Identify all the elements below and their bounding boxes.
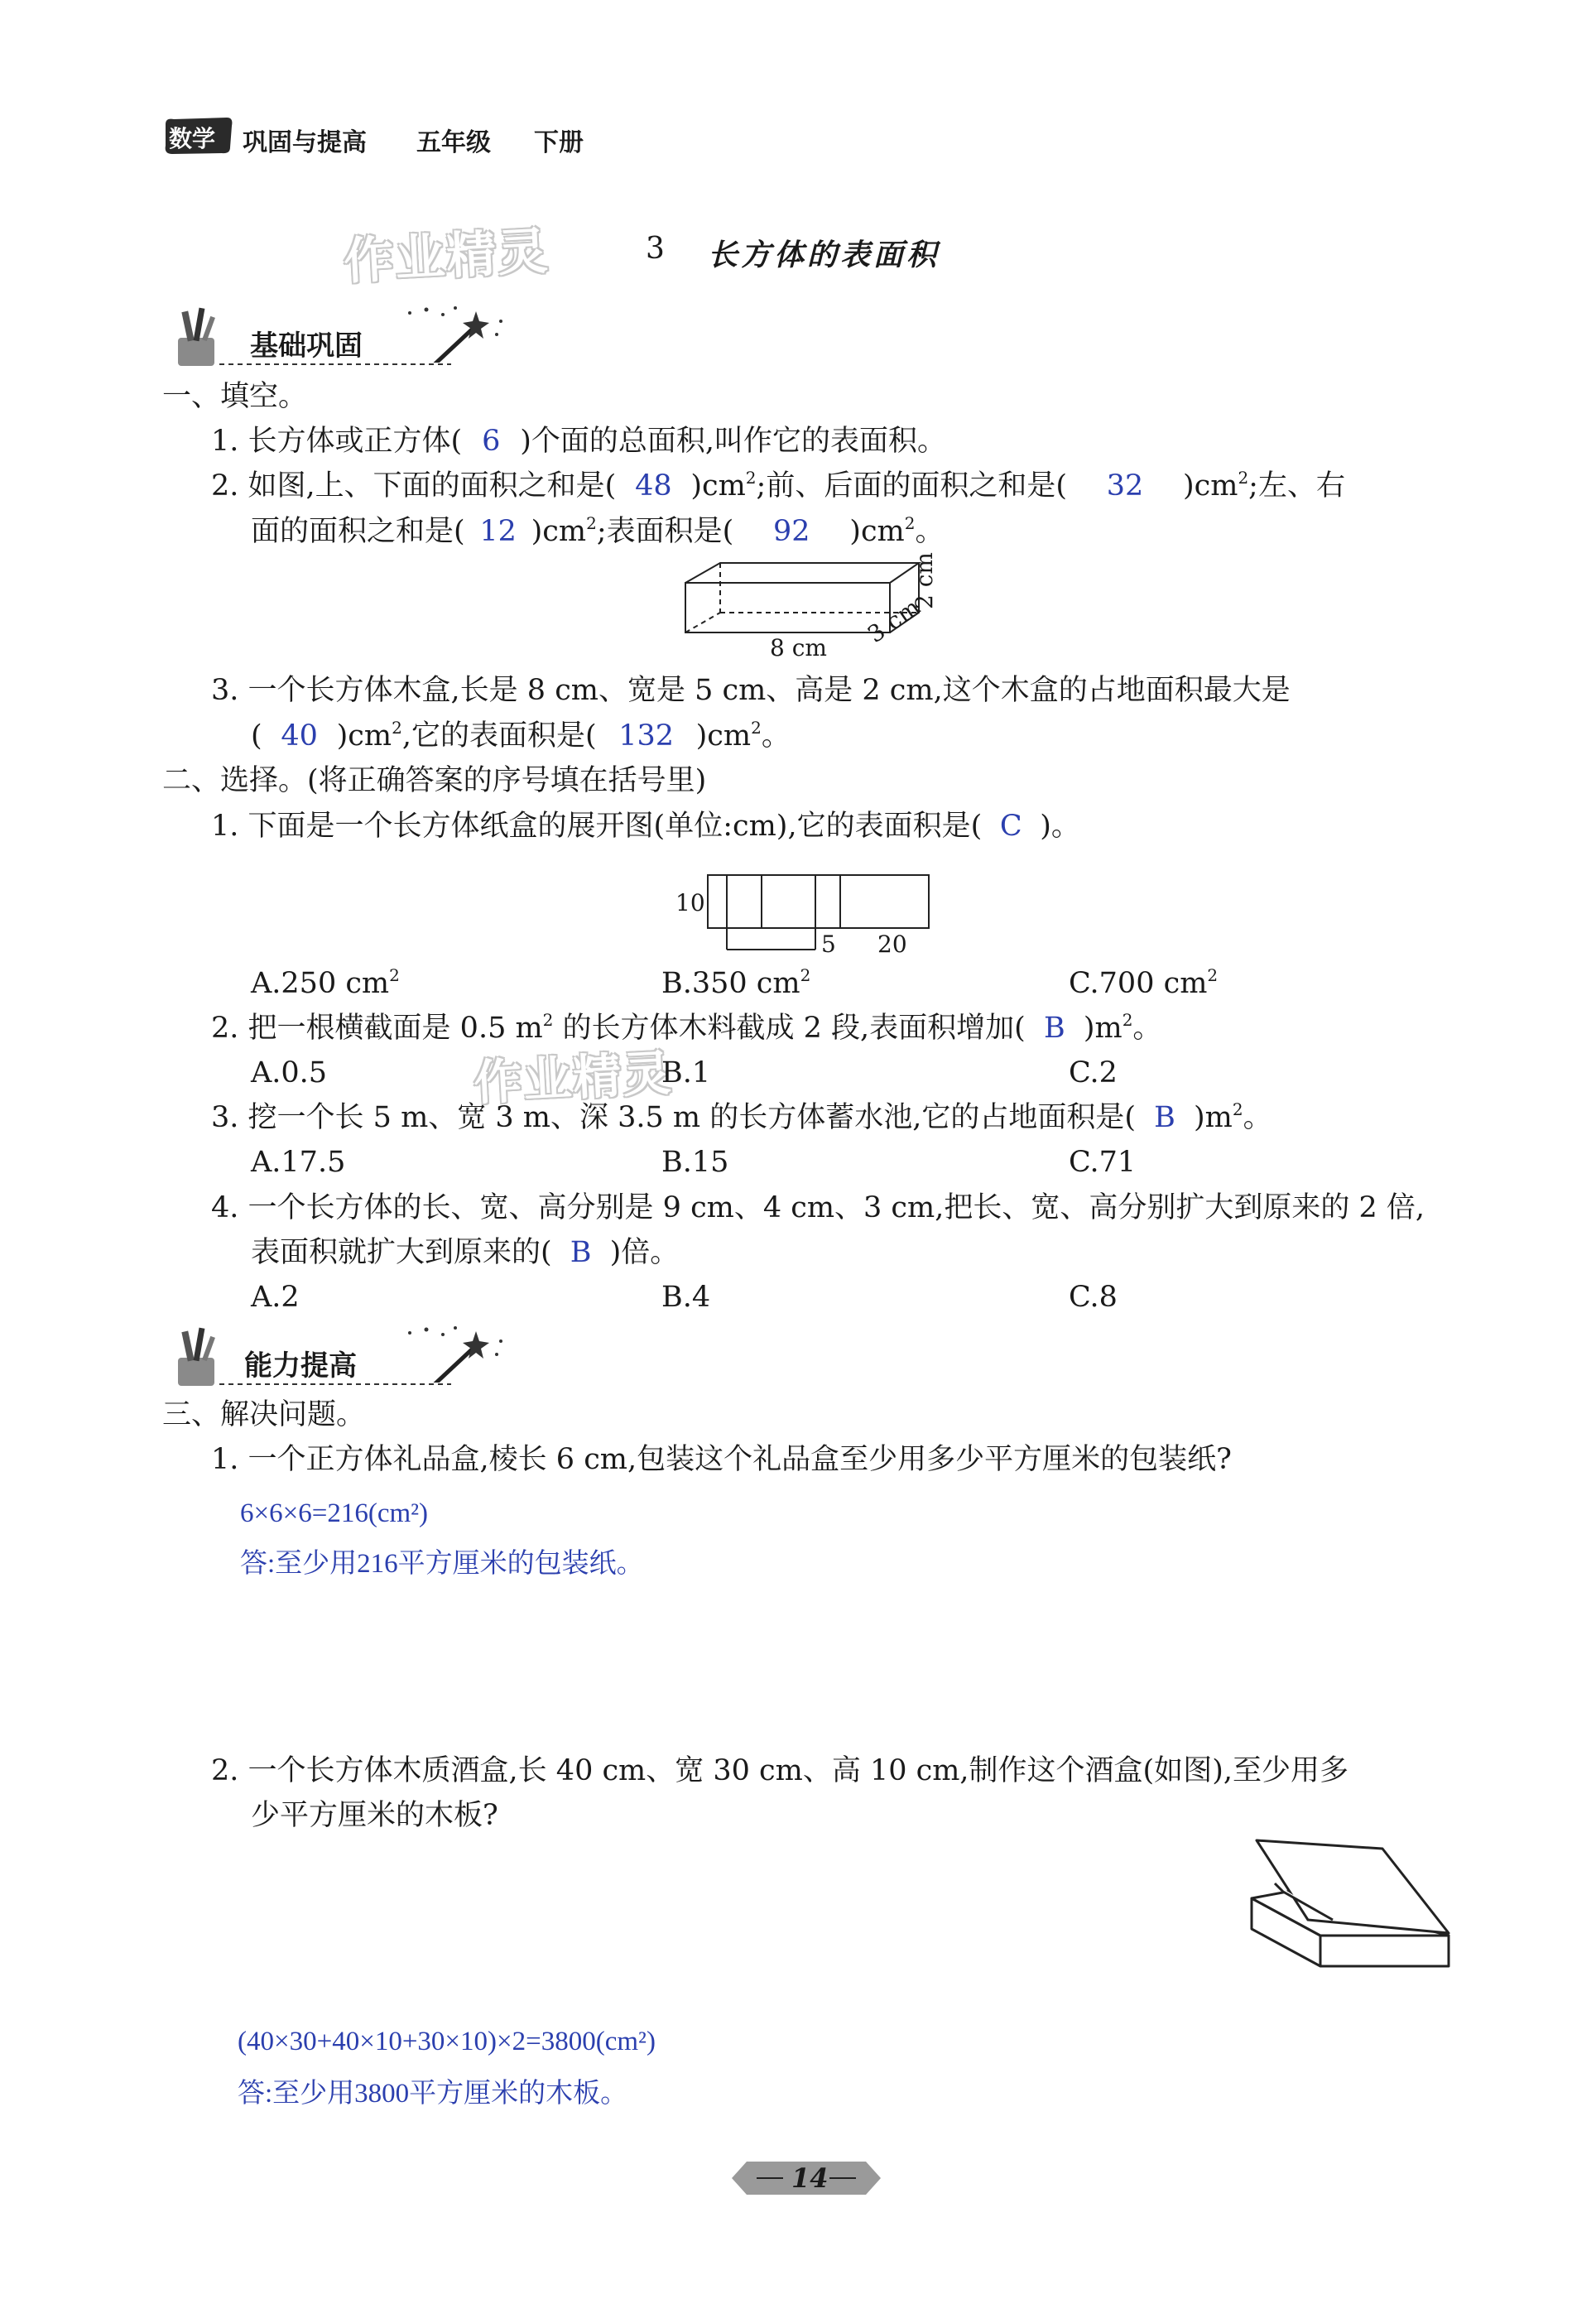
wine-box-figure bbox=[1242, 1834, 1457, 1999]
net-figure bbox=[671, 871, 944, 962]
section-label-basic: 基础巩固 bbox=[250, 329, 363, 363]
option-b: B.4 bbox=[661, 1281, 711, 1314]
part2-heading: 二、选择。(将正确答案的序号填在括号里) bbox=[162, 764, 707, 797]
option-b: B.350 $cm^2$ bbox=[661, 965, 811, 1000]
answer-3-2: 答:至少用3800平方厘米的木板。 bbox=[238, 2079, 628, 2109]
question-1-2: 2. 如图,上、下面的面积之和是( 48 )$cm^2$;前、后面的面积之和是( 32 )$cm^2$;左、右 bbox=[211, 467, 1345, 505]
question-2-4: 4. 一个长方体的长、宽、高分别是 9 cm、4 cm、3 cm,把长、宽、高分别扩大到原来的 2 倍, bbox=[211, 1191, 1425, 1224]
net-label-height: 10 bbox=[675, 889, 705, 916]
option-a: A.2 bbox=[251, 1281, 300, 1314]
section-banner-basic bbox=[170, 305, 517, 371]
watermark-top: 作业精灵 bbox=[342, 222, 550, 291]
option-a: A.250 $cm^2$ bbox=[251, 965, 400, 1000]
option-c: C.2 bbox=[1069, 1056, 1118, 1089]
question-1-1: 1. 长方体或正方体( 6 )个面的总面积,叫作它的表面积。 bbox=[211, 422, 946, 460]
answer-blank: 132 bbox=[618, 719, 675, 753]
option-a: A.17.5 bbox=[251, 1146, 346, 1179]
section-banner-advanced bbox=[170, 1325, 517, 1391]
net-label-length: 20 bbox=[877, 931, 907, 958]
page-number: 14 bbox=[791, 2162, 829, 2194]
watermark-mid: 作业精灵 bbox=[472, 1044, 674, 1112]
question-2-2: 2. 把一根横截面是 0.5 $m^2$ 的长方体木料截成 2 段,表面积增加( B )$m^2$。 bbox=[211, 1009, 1161, 1047]
answer-blank: 92 bbox=[773, 515, 810, 548]
answer-blank: 40 bbox=[281, 719, 318, 753]
net-label-width: 5 bbox=[821, 931, 836, 958]
part1-heading: 一、填空。 bbox=[162, 380, 308, 413]
work-3-1: 6×6×6=216(cm²) bbox=[240, 1498, 429, 1528]
question-1-2-cont: 面的面积之和是( 12 )$cm^2$;表面积是( 92 )$cm^2$。 bbox=[251, 512, 945, 551]
magic-wand-icon bbox=[393, 305, 509, 363]
work-3-2: (40×30+40×10+30×10)×2=3800(cm²) bbox=[238, 2027, 656, 2056]
question-1-3-cont: ( 40 )$cm^2$,它的表面积是( 132 )$cm^2$。 bbox=[251, 717, 791, 755]
answer-blank: C bbox=[999, 810, 1022, 843]
answer-blank: 48 bbox=[635, 469, 672, 503]
question-2-3: 3. 挖一个长 5 m、宽 3 m、深 3.5 m 的长方体蓄水池,它的占地面积是( B )$m^2$。 bbox=[211, 1099, 1272, 1137]
question-3-2-cont: 少平方厘米的木板? bbox=[251, 1799, 498, 1832]
question-2-4-cont: 表面积就扩大到原来的( B )倍。 bbox=[251, 1234, 679, 1272]
option-c: C.71 bbox=[1069, 1146, 1137, 1179]
option-a: A.0.5 bbox=[251, 1056, 328, 1089]
title-number: 3 bbox=[646, 232, 665, 266]
question-3-1: 1. 一个正方体礼品盒,棱长 6 cm,包装这个礼品盒至少用多少平方厘米的包装纸? bbox=[211, 1443, 1232, 1476]
option-c: C.700 $cm^2$ bbox=[1069, 965, 1219, 1000]
question-1-3: 3. 一个长方体木盒,长是 8 cm、宽是 5 cm、高是 2 cm,这个木盒的占地面积最大是 bbox=[211, 674, 1291, 707]
answer-blank: B bbox=[1043, 1012, 1065, 1045]
answer-3-1: 答:至少用216平方厘米的包装纸。 bbox=[240, 1549, 644, 1579]
question-2-1: 1. 下面是一个长方体纸盒的展开图(单位:cm),它的表面积是( C )。 bbox=[211, 807, 1080, 845]
cuboid-height: 2 cm bbox=[911, 552, 938, 609]
option-c: C.8 bbox=[1069, 1281, 1118, 1314]
cuboid-length: 8 cm bbox=[770, 634, 827, 661]
subject-badge-text: 数学 bbox=[169, 125, 216, 152]
option-b: B.15 bbox=[661, 1146, 729, 1179]
title-text: 长方体的表面积 bbox=[708, 238, 940, 272]
part3-heading: 三、解决问题。 bbox=[162, 1398, 366, 1431]
magic-wand-icon bbox=[393, 1325, 509, 1383]
answer-blank: B bbox=[570, 1236, 592, 1269]
answer-blank: 12 bbox=[479, 515, 517, 548]
book-title: 巩固与提高 bbox=[243, 128, 367, 157]
question-3-2: 2. 一个长方体木质酒盒,长 40 cm、宽 30 cm、高 10 cm,制作这个酒盒(如图),至少用多 bbox=[211, 1754, 1348, 1787]
open-box-icon bbox=[1242, 1834, 1457, 1999]
grade: 五年级 bbox=[416, 128, 491, 157]
cuboid-width: 3 cm bbox=[863, 593, 925, 649]
cuboid-figure bbox=[679, 552, 944, 667]
page-number-badge bbox=[732, 2157, 881, 2199]
answer-blank: B bbox=[1154, 1101, 1175, 1134]
volume: 下册 bbox=[534, 128, 584, 157]
subject-badge bbox=[162, 116, 235, 156]
section-label-advanced: 能力提高 bbox=[244, 1349, 357, 1383]
answer-blank: 6 bbox=[482, 425, 501, 458]
option-b: B.1 bbox=[661, 1056, 711, 1089]
answer-blank: 32 bbox=[1106, 469, 1144, 503]
